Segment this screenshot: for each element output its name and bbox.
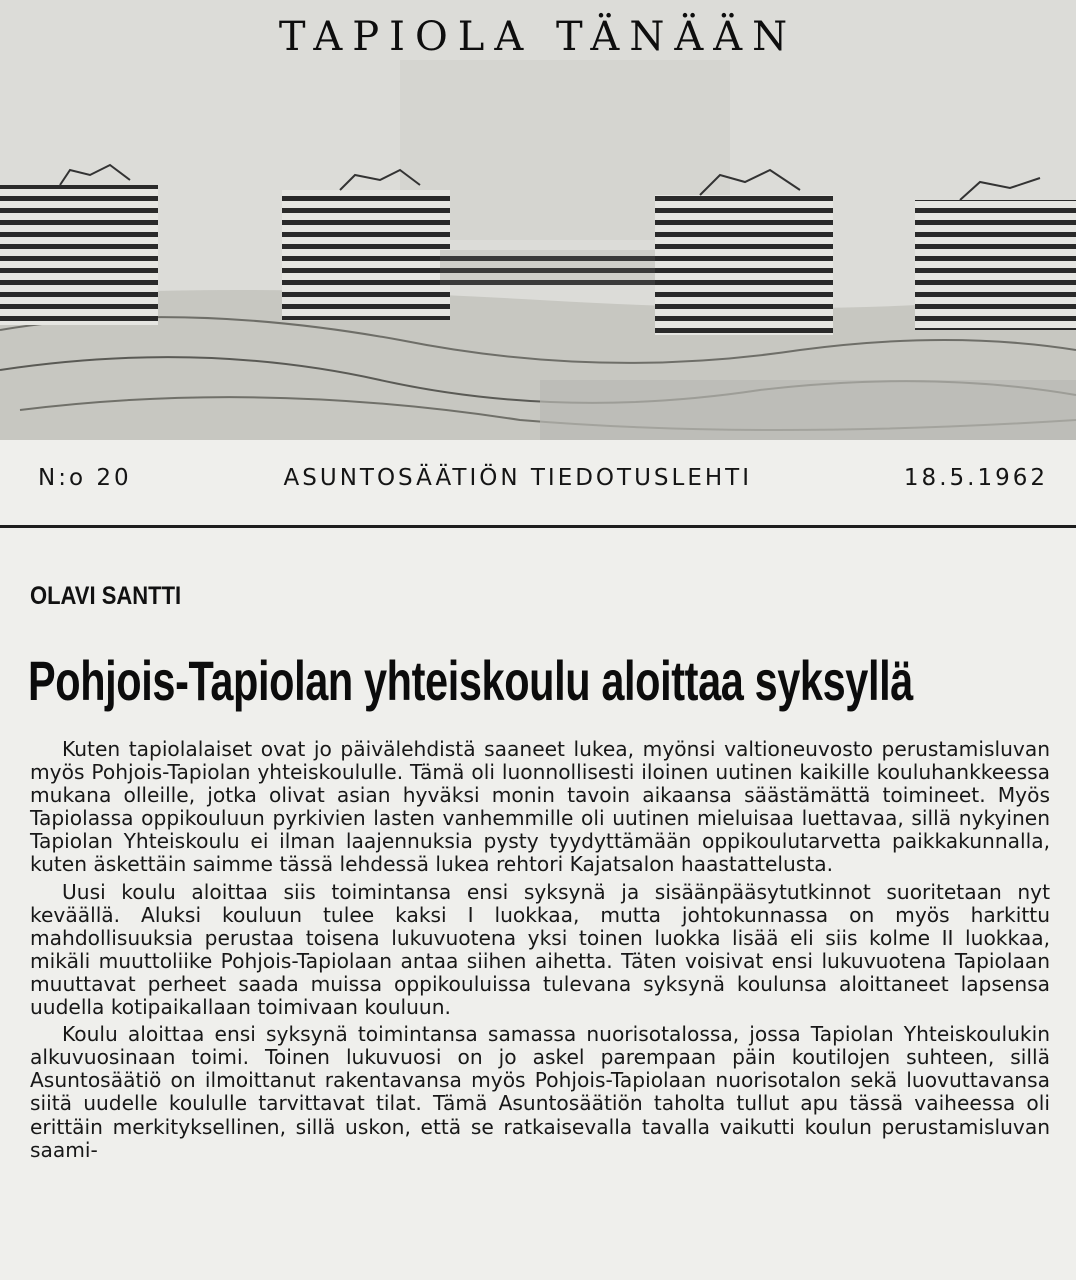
masthead-building-illustration [0,0,1076,440]
issue-bar [0,455,1076,501]
article-paragraph: Uusi koulu aloittaa siis toimintansa ensi syksynä ja sisäänpääsytutkinnot suoritetaan nyt keväällä. Aluksi kouluun tulee kaksi I luokkaa, mutta johtokunnassa on myös harkittu mahdollisuuksia perustaa toisena lukuvuotena yksi toinen luokka lisää eli siis kolme II luokkaa, mikäli muuttoliike Pohjois-Tapiolaan antaa siihen aihetta. Täten voisivat ensi lukuvuotena Tapiolaan muuttavat perheet saada muissa oppikouluissa tulevana syksynä koulunsa aloittaneet lapsensa uudella kotipaikallaan toimivaan kouluun. [30,879,1050,1020]
issue-number: N:o 20 [38,465,132,491]
masthead-title: TAPIOLA TÄNÄÄN [278,14,798,60]
article-paragraph: Koulu aloittaa ensi syksynä toimintansa samassa nuorisotalossa, jossa Tapiolan Yhteiskoulukin alkuvuosinaan toimi. Toinen lukuvuosi on jo askel parempaan päin koutilojen suhteen, sillä Asuntosäätiö on ilmoittanut rakentavansa myös Pohjois-Tapiolaan nuorisotalon sekä luovuttavansa siitä uudelle koululle tarvittavat tilat. Tämä Asuntosäätiön taholta tullut apu tässä vaiheessa oli erittäin merkityksellinen, sillä uskon, että se ratkaisevalla tavalla vaikutti koulun perustamisluvan saami- [30,1022,1050,1162]
article-paragraph: Kuten tapiolalaiset ovat jo päivälehdistä saaneet lukea, myönsi valtioneuvosto perustamisluvan myös Pohjois-Tapiolan yhteiskoululle. Tämä oli luonnollisesti iloinen uutinen kaikille kouluhankkeessa mukana olleille, jotka olivat asian hyväksi monin tavoin aikaansa säästämättä toimineet. Myös Tapiolassa oppikouluun pyrkivien lasten vanhemmille oli uutinen mieluisaa luettavaa, sillä nykyinen Tapiolan Yhteiskoulu ei ilman laajennuksia pysty tyydyttämään oppikoulutarvetta paikkakunnalla, kuten äskettäin saimme tässä lehdessä lukea rehtori Kajatsalon haastattelusta. [30,737,1050,877]
article-body [30,738,1050,1166]
issue-date: 18.5.1962 [903,465,1048,491]
divider-rule [0,525,1076,528]
article-headline: Pohjois-Tapiolan yhteiskoulu aloittaa syksyllä [28,649,913,712]
publication-name: ASUNTOSÄÄTIÖN TIEDOTUSLEHTI [283,465,752,491]
masthead [0,0,1076,440]
author-byline: OLAVI SANTTI [30,582,182,610]
